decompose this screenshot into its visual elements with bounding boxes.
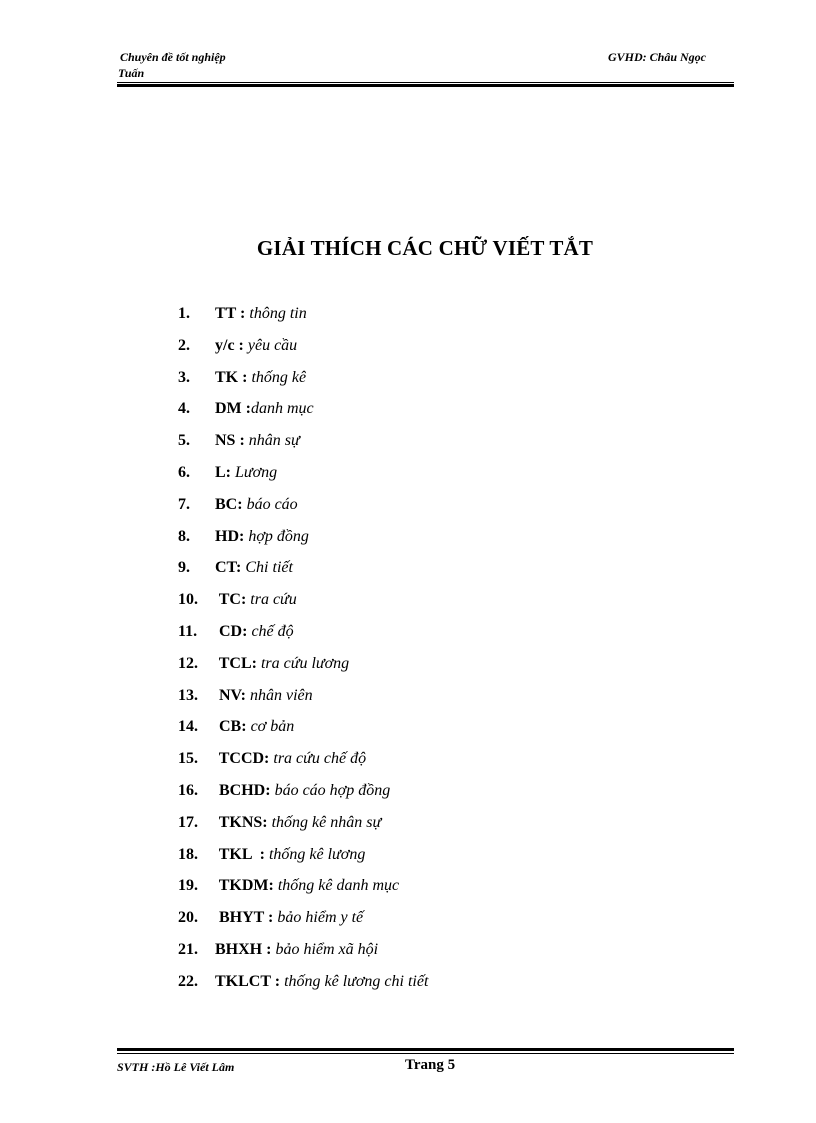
item-description: bảo hiểm y tế xyxy=(277,909,364,927)
list-item xyxy=(178,875,698,907)
item-text xyxy=(215,621,294,653)
item-number: 3. xyxy=(178,368,190,386)
item-abbreviation: TKLCT : xyxy=(215,972,285,990)
item-abbreviation: CB: xyxy=(215,718,251,736)
list-item xyxy=(178,494,698,526)
item-text xyxy=(215,557,293,589)
list-item xyxy=(178,335,698,367)
item-number: 22. xyxy=(178,972,198,990)
item-abbreviation: L: xyxy=(215,463,235,481)
list-item xyxy=(178,653,698,685)
list-item xyxy=(178,939,698,971)
item-number: 16. xyxy=(178,781,198,799)
item-number: 9. xyxy=(178,559,190,577)
item-abbreviation: BC: xyxy=(215,495,247,513)
item-text xyxy=(215,589,297,621)
header-advisor: GVHD: Châu Ngọc xyxy=(607,50,706,64)
item-description: yêu cầu xyxy=(247,336,298,354)
item-text xyxy=(215,812,381,844)
item-description: tra cứu xyxy=(250,591,297,609)
list-item xyxy=(178,398,698,430)
list-item xyxy=(178,780,698,812)
list-item xyxy=(178,748,698,780)
item-abbreviation: CD: xyxy=(215,622,252,640)
item-number: 19. xyxy=(178,877,198,895)
item-description: nhân viên xyxy=(249,686,313,704)
item-description: nhân sự xyxy=(248,432,300,450)
item-abbreviation: TT : xyxy=(215,305,250,322)
list-item xyxy=(178,367,698,399)
item-number: 4. xyxy=(178,400,190,418)
item-description: tra cứu lương xyxy=(260,654,350,672)
item-text xyxy=(215,716,294,748)
item-abbreviation: TKL : xyxy=(215,845,269,863)
item-text xyxy=(215,875,399,907)
item-number: 7. xyxy=(178,495,190,513)
item-abbreviation: BHYT : xyxy=(215,909,278,927)
item-abbreviation: CT: xyxy=(215,559,246,577)
item-text xyxy=(215,526,309,558)
item-text xyxy=(215,844,365,876)
item-description: thông tin xyxy=(249,305,307,322)
list-item xyxy=(178,430,698,462)
item-description: hợp đồng xyxy=(248,527,309,545)
page-number: Trang 5 xyxy=(405,1057,456,1073)
item-description: tra cứu chế độ xyxy=(273,750,367,768)
item-abbreviation: BHXH : xyxy=(215,940,276,958)
item-text xyxy=(215,335,297,367)
item-description: thống kê lương xyxy=(268,845,366,863)
item-description: chế độ xyxy=(251,622,294,640)
list-item xyxy=(178,716,698,748)
item-abbreviation: TKDM: xyxy=(215,877,278,895)
item-text xyxy=(215,653,349,685)
header-left xyxy=(118,49,318,81)
item-description: báo cáo xyxy=(246,495,298,513)
item-abbreviation: HD: xyxy=(215,527,249,545)
item-abbreviation: BCHD: xyxy=(215,781,275,799)
header-doc-title: Chuyên đề tốt nghiệp xyxy=(120,50,226,64)
item-number: 1. xyxy=(178,305,190,322)
item-number: 6. xyxy=(178,463,190,481)
item-abbreviation: TCCD: xyxy=(215,750,274,768)
list-item xyxy=(178,844,698,876)
list-item xyxy=(178,557,698,589)
abbreviation-list xyxy=(178,303,698,1003)
item-abbreviation: y/c : xyxy=(215,336,248,354)
item-description: cơ bản xyxy=(250,718,295,736)
item-abbreviation: NV: xyxy=(215,686,250,704)
item-number: 8. xyxy=(178,527,190,545)
item-text xyxy=(215,907,363,939)
header-name-continuation: Tuấn xyxy=(118,66,145,80)
item-abbreviation: TK : xyxy=(215,368,252,386)
item-description: Lương xyxy=(235,463,278,481)
item-description: thống kê nhân sự xyxy=(271,813,382,831)
item-text xyxy=(215,780,390,812)
item-text xyxy=(215,367,306,399)
item-description: thống kê xyxy=(251,368,307,386)
item-number: 14. xyxy=(178,718,198,736)
list-item xyxy=(178,685,698,717)
item-description: danh mục xyxy=(250,400,314,418)
item-text xyxy=(215,430,300,462)
item-text xyxy=(215,939,378,971)
item-text xyxy=(215,748,366,780)
item-abbreviation: TKNS: xyxy=(215,813,272,831)
list-item xyxy=(178,589,698,621)
item-number: 15. xyxy=(178,750,198,768)
item-description: thống kê danh mục xyxy=(277,877,400,895)
item-number: 21. xyxy=(178,940,198,958)
item-abbreviation: NS : xyxy=(215,432,249,450)
item-text xyxy=(215,398,314,430)
item-text xyxy=(215,303,307,335)
list-item xyxy=(178,621,698,653)
item-number: 12. xyxy=(178,654,198,672)
footer-rule-thick xyxy=(117,1048,734,1051)
item-number: 5. xyxy=(178,432,190,450)
list-item xyxy=(178,303,698,335)
item-description: thống kê lương chi tiết xyxy=(284,972,429,990)
item-abbreviation: DM : xyxy=(215,400,251,418)
item-description: bảo hiểm xã hội xyxy=(275,940,379,958)
item-number: 2. xyxy=(178,336,190,354)
header-rule-thick xyxy=(117,84,734,87)
item-text xyxy=(215,462,277,494)
item-text xyxy=(215,494,298,526)
page-title: GIẢI THÍCH CÁC CHỮ VIẾT TẮT xyxy=(256,236,594,260)
item-number: 18. xyxy=(178,845,198,863)
item-description: báo cáo hợp đồng xyxy=(274,781,391,799)
item-number: 10. xyxy=(178,591,198,609)
footer-student: SVTH :Hồ Lê Viết Lâm xyxy=(117,1060,235,1074)
item-number: 11. xyxy=(178,622,198,640)
footer-rule-thin xyxy=(117,1053,734,1054)
list-item xyxy=(178,526,698,558)
item-description: Chi tiết xyxy=(245,559,293,577)
list-item xyxy=(178,812,698,844)
list-item xyxy=(178,462,698,494)
item-number: 13. xyxy=(178,686,198,704)
header-rule-thin xyxy=(117,82,734,83)
item-number: 17. xyxy=(178,813,198,831)
list-item xyxy=(178,971,698,1003)
item-text xyxy=(215,971,428,1003)
item-number: 20. xyxy=(178,909,198,927)
list-item xyxy=(178,907,698,939)
item-text xyxy=(215,685,313,717)
item-abbreviation: TCL: xyxy=(215,654,261,672)
item-abbreviation: TC: xyxy=(215,591,251,609)
